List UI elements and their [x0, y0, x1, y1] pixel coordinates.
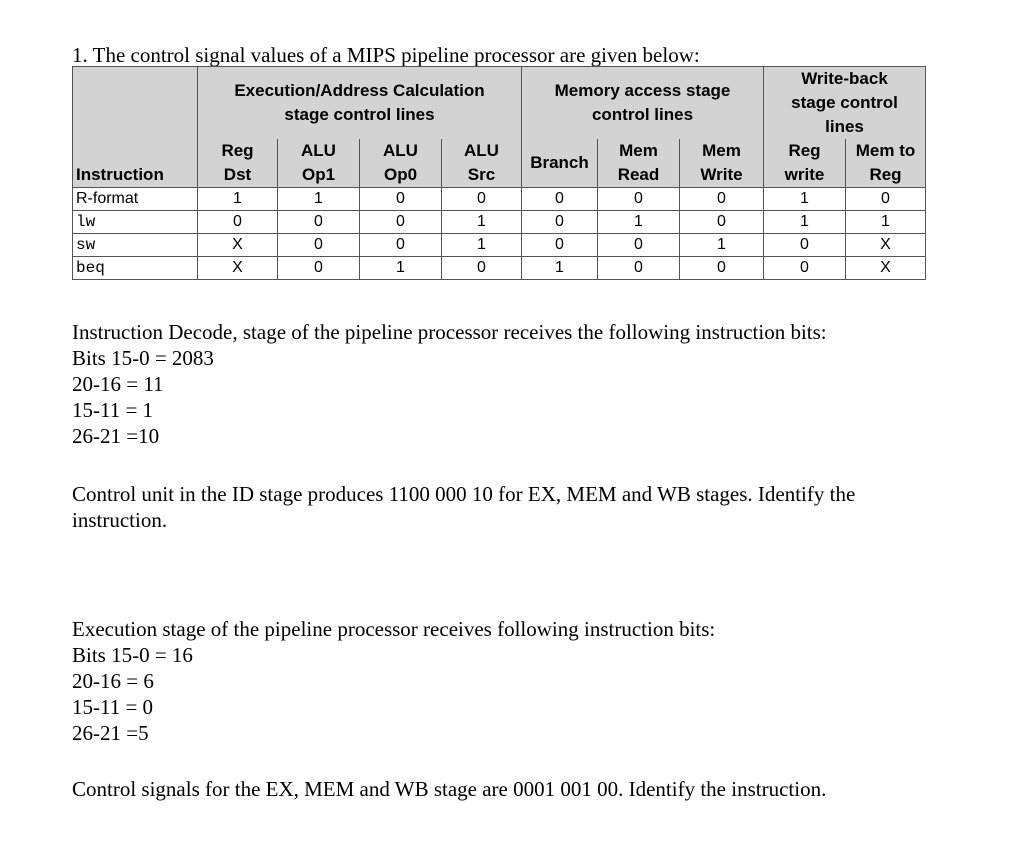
column-header-line: Write — [700, 165, 743, 184]
column-header-line: write — [784, 165, 825, 184]
signal-value-cell: 0 — [522, 188, 598, 211]
ex-header-line-1: Execution/Address Calculation — [234, 81, 485, 100]
signal-value-cell: 1 — [442, 234, 522, 257]
q1-question — [72, 481, 855, 533]
column-header-line: ALU — [383, 141, 418, 160]
column-header-line: Op0 — [383, 165, 418, 184]
question-heading: 1. The control signal values of a MIPS pipeline processor are given below: — [72, 42, 772, 70]
q1-bits-line: 26-21 =10 — [72, 424, 160, 448]
q2-bits-line: 20-16 = 6 — [72, 669, 154, 693]
column-header-line: Reg — [788, 141, 821, 160]
q1-bits-line: Bits 15-0 = 2083 — [72, 346, 214, 370]
column-header-line: Read — [617, 165, 660, 184]
q2-intro: Execution stage of the pipeline processor receives following instruction bits: — [72, 617, 716, 641]
column-header-line: Branch — [530, 153, 589, 172]
signal-value-cell: 0 — [198, 211, 278, 234]
mem-header-line-2: control lines — [591, 105, 694, 124]
signal-value-cell: 0 — [360, 211, 442, 234]
signal-value-cell: 0 — [680, 188, 764, 211]
q1-question-line: instruction. — [72, 508, 168, 532]
signal-value-cell: 0 — [522, 234, 598, 257]
signal-value-cell: X — [198, 234, 278, 257]
column-header — [522, 139, 598, 188]
mem-header-line-1: Memory access stage — [554, 81, 731, 100]
column-header-line: ALU — [301, 141, 336, 160]
signal-value-cell: 1 — [680, 234, 764, 257]
signal-value-cell: 1 — [598, 211, 680, 234]
signal-value-cell: 1 — [360, 257, 442, 280]
signal-value-cell: 0 — [442, 188, 522, 211]
column-header — [198, 139, 278, 188]
column-header — [680, 139, 764, 188]
signal-value-cell: 1 — [198, 188, 278, 211]
wb-header-line-1: Write-back — [801, 69, 888, 88]
column-header-line: Instruction — [76, 165, 164, 184]
ex-group-header — [198, 67, 522, 140]
signal-value-cell: 0 — [598, 234, 680, 257]
column-header-line: Op1 — [301, 165, 336, 184]
signal-value-cell: 0 — [598, 188, 680, 211]
column-header-line: Reg — [221, 141, 254, 160]
column-header — [764, 139, 846, 188]
signal-value-cell: 0 — [360, 234, 442, 257]
signal-value-cell: 0 — [360, 188, 442, 211]
header-corner — [73, 67, 198, 140]
q2-bits-line: 26-21 =5 — [72, 721, 149, 745]
wb-header-line-2: stage control — [791, 93, 898, 112]
instruction-cell: sw — [73, 234, 198, 257]
wb-header-line-3: lines — [825, 117, 864, 136]
signal-value-cell: 1 — [522, 257, 598, 280]
column-header-line: ALU — [464, 141, 499, 160]
column-header-line: Reg — [869, 165, 902, 184]
column-header — [442, 139, 522, 188]
q1-bits-line: 15-11 = 1 — [72, 398, 154, 422]
signal-value-cell: 1 — [846, 211, 926, 234]
table-row — [73, 234, 926, 257]
signal-value-cell: 0 — [846, 188, 926, 211]
q2-bits-line: 15-11 = 0 — [72, 695, 154, 719]
instruction-cell: R-format — [73, 188, 198, 211]
signal-value-cell: 0 — [522, 211, 598, 234]
q1-bits-line: 20-16 = 11 — [72, 372, 164, 396]
q2-section — [72, 616, 715, 746]
signal-value-cell: 0 — [680, 211, 764, 234]
column-header — [598, 139, 680, 188]
table-row — [73, 188, 926, 211]
control-signal-table — [72, 66, 926, 280]
q2-bits-line: Bits 15-0 = 16 — [72, 643, 193, 667]
column-header-line: Mem — [619, 141, 658, 160]
wb-group-header — [764, 67, 926, 140]
signal-value-cell: X — [846, 257, 926, 280]
column-header — [846, 139, 926, 188]
signal-value-cell: 0 — [598, 257, 680, 280]
ex-header-line-2: stage control lines — [284, 105, 435, 124]
q1-question-line: Control unit in the ID stage produces 1100 000 10 for EX, MEM and WB stages. Identify the — [72, 482, 856, 506]
column-header — [278, 139, 360, 188]
signal-value-cell: 0 — [680, 257, 764, 280]
instruction-cell: lw — [73, 211, 198, 234]
signal-value-cell: 1 — [764, 211, 846, 234]
signal-value-cell: 1 — [278, 188, 360, 211]
q1-intro: Instruction Decode, stage of the pipeline processor receives the following instruction bits: — [72, 320, 827, 344]
signal-value-cell: 1 — [442, 211, 522, 234]
signal-value-cell: 0 — [764, 234, 846, 257]
table-row — [73, 257, 926, 280]
signal-value-cell: 0 — [442, 257, 522, 280]
signal-value-cell: 0 — [278, 211, 360, 234]
column-header — [73, 139, 198, 188]
q2-question-line: Control signals for the EX, MEM and WB stage are 0001 001 00. Identify the instruction. — [72, 777, 827, 801]
table-row — [73, 211, 926, 234]
signal-value-cell: 0 — [278, 234, 360, 257]
column-header-line: Mem — [702, 141, 741, 160]
instruction-cell: beq — [73, 257, 198, 280]
q2-question — [72, 776, 826, 802]
signal-value-cell: 0 — [764, 257, 846, 280]
column-header-line: Src — [467, 165, 496, 184]
q1-section — [72, 319, 827, 449]
signal-value-cell: X — [198, 257, 278, 280]
column-header — [360, 139, 442, 188]
signal-value-cell: 0 — [278, 257, 360, 280]
mem-group-header — [522, 67, 764, 140]
column-header-line: Mem to — [855, 141, 916, 160]
signal-value-cell: 1 — [764, 188, 846, 211]
column-header-line: Dst — [223, 165, 252, 184]
signal-value-cell: X — [846, 234, 926, 257]
